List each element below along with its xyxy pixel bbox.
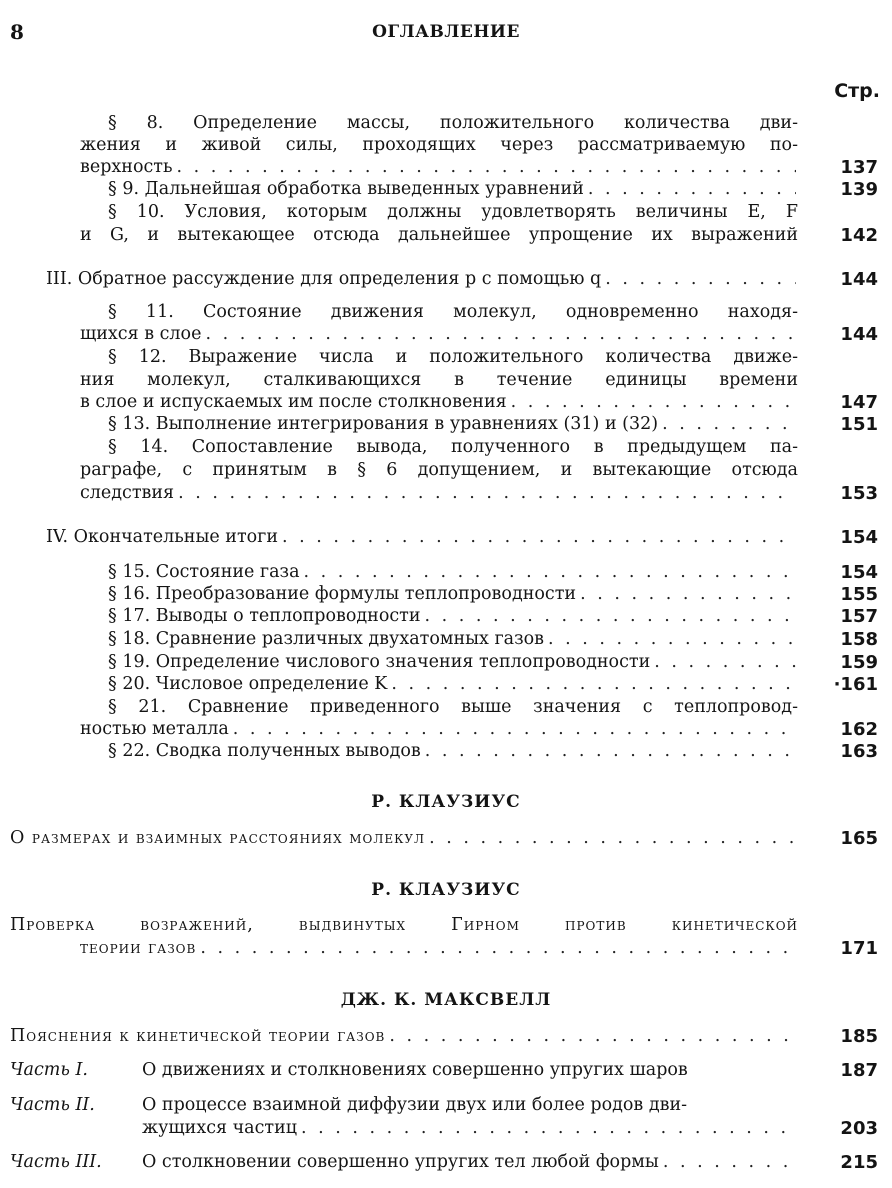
toc-s12-line1: § 12. Выражение числа и положительного количества движе- [108,347,798,367]
toc-maxwell-intro-page: 185 [840,1026,878,1047]
toc-s8-line1: § 8. Определение массы, положительного количества дви- [108,113,798,133]
toc-s16-page: 155 [840,584,878,605]
toc-s12-line3: в слое и испускаемых им после столкновения . . . [80,392,798,413]
toc-clausius1: О размерах и взаимных расстояниях молекул . . . [10,828,798,849]
toc-s18: § 18. Сравнение различных двухатомных газов . . . [108,629,798,650]
toc-maxwell-part3: Часть III. О столкновении совершенно упругих тел любой формы . . . [10,1152,798,1173]
author-maxwell: ДЖ. К. МАКСВЕЛЛ [340,990,552,1010]
toc-s14-line3: следствия . . . [80,483,798,504]
toc-clausius2-line2: теории газов . . . [80,938,798,959]
toc-s10-line1: § 10. Условия, которым должны удовлетворять величины E, F [108,202,798,222]
toc-s19: § 19. Определение числового значения теплопроводности . . . [108,652,798,673]
toc-s19-page: 159 [840,652,878,673]
toc-maxwell-part2-line1: Часть II. О процессе взаимной диффузии двух или более родов дви- [10,1095,688,1115]
toc-s15: § 15. Состояние газа . . . [108,562,798,583]
author-clausius-2: Р. КЛАУЗИУС [371,880,521,900]
toc-s11-page: 144 [840,324,878,345]
toc-maxwell-part2-line2: жущихся частиц . . . [142,1118,798,1139]
toc-s15-page: 154 [840,562,878,583]
part2-label: Часть II. [10,1095,95,1115]
toc-s20-page: ·161 [833,674,878,695]
toc-s10-page: 142 [840,225,878,246]
toc-part4-title: IV. Окончательные итоги . . . [46,527,798,548]
toc-maxwell-intro: Пояснения к кинетической теории газов . . . [10,1026,798,1047]
toc-maxwell-part2-page: 203 [840,1118,878,1139]
toc-part3-page: 144 [840,269,878,290]
toc-s14-line2: раграфе, с принятым в § 6 допущением, и вытекающие отсюда [80,460,798,480]
page-title: ОГЛАВЛЕНИЕ [372,22,520,42]
toc-clausius2-line1: Проверка возражений, выдвинутых Гирном против кинетической [10,915,798,935]
toc-maxwell-part3-page: 215 [840,1152,878,1173]
page-number: 8 [10,20,24,44]
part3-label: Часть III. [10,1152,102,1172]
page-column-label: Стр. [834,80,880,102]
toc-s11-line1: § 11. Состояние движения молекул, одновременно находя- [108,302,798,322]
toc-s14-page: 153 [840,483,878,504]
toc-s10-line2: и G, и вытекающее отсюда дальнейшее упрощение их выражений [80,225,798,245]
toc-s20: § 20. Числовое определение K . . . [108,674,798,695]
part1-label: Часть I. [10,1060,88,1080]
toc-s12-line2: ния молекул, сталкивающихся в течение единицы времени [80,370,798,390]
toc-s22: § 22. Сводка полученных выводов . . . [108,741,798,762]
toc-maxwell-part1-page: 187 [840,1060,878,1081]
toc-maxwell-part1: Часть I. О движениях и столкновениях совершенно упругих шаров [10,1060,688,1080]
toc-s17: § 17. Выводы о теплопроводности . . . [108,606,798,627]
toc-s9: § 9. Дальнейшая обработка выведенных уравнений . . . [108,179,798,200]
toc-s9-page: 139 [840,179,878,200]
toc-s17-page: 157 [840,606,878,627]
author-clausius-1: Р. КЛАУЗИУС [371,792,521,812]
toc-clausius1-page: 165 [840,828,878,849]
toc-s12-page: 147 [840,392,878,413]
toc-s21-page: 162 [840,719,878,740]
toc-s8-line3: верхность . . . [80,157,798,178]
toc-s8-page: 137 [840,157,878,178]
page-header [0,20,892,44]
toc-s13-page: 151 [840,414,878,435]
toc-s18-page: 158 [840,629,878,650]
toc-s11-line2: щихся в слое . . . [80,324,798,345]
toc-s22-page: 163 [840,741,878,762]
toc-clausius2-page: 171 [840,938,878,959]
toc-part3-title: III. Обратное рассуждение для определения p с помощью q . . . [46,269,798,290]
toc-s13: § 13. Выполнение интегрирования в уравнениях (31) и (32) . . . [108,414,798,435]
toc-s14-line1: § 14. Сопоставление вывода, полученного в предыдущем па- [108,437,798,457]
toc-s8-line2: жения и живой силы, проходящих через рассматриваемую по- [80,135,798,155]
toc-s16: § 16. Преобразование формулы теплопроводности . . . [108,584,798,605]
toc-s21-line1: § 21. Сравнение приведенного выше значения с теплопровод- [108,697,798,717]
toc-s21-line2: ностью металла . . . [80,719,798,740]
toc-part4-page: 154 [840,527,878,548]
